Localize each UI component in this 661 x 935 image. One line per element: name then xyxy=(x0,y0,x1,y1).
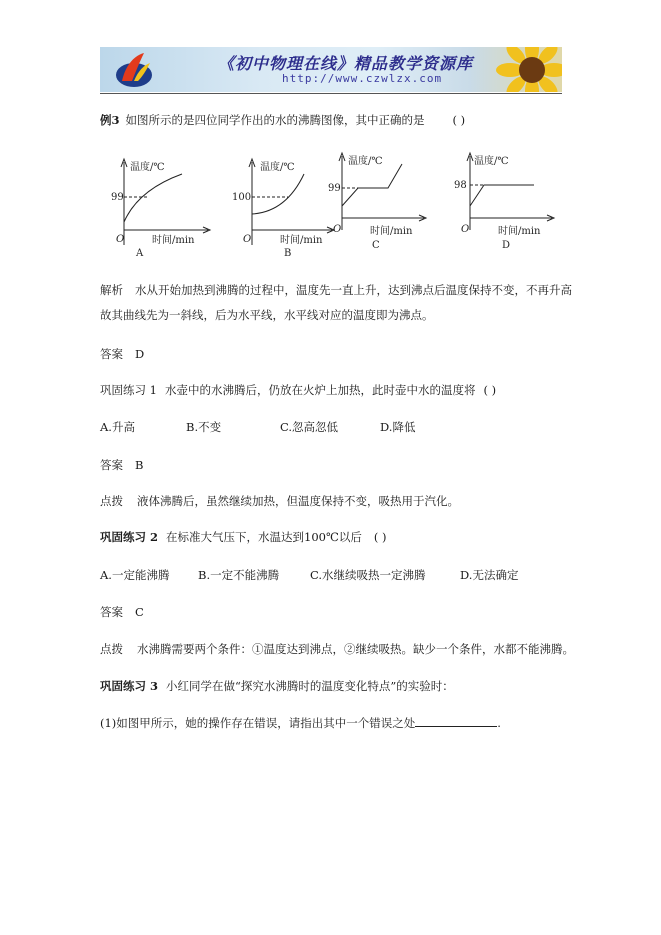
tip-2 xyxy=(100,641,574,657)
practice-2-options xyxy=(100,567,518,583)
chart-b-origin: O xyxy=(243,234,252,245)
option-a: A.升高 xyxy=(100,420,135,434)
chart-a xyxy=(108,150,218,260)
answer-value: D xyxy=(135,347,145,361)
tip-label: 点拨 xyxy=(100,642,123,656)
chart-c-label: C xyxy=(372,240,380,251)
answer-label: 答案 xyxy=(100,347,123,361)
chart-b-label: B xyxy=(284,248,292,259)
answer-blank xyxy=(415,716,497,727)
answer-row-2 xyxy=(100,457,143,473)
chart-d-label: D xyxy=(502,240,511,251)
analysis-line-1 xyxy=(100,282,572,298)
answer-paren: ( ) xyxy=(452,113,466,127)
banner-url: http://www.czwlzx.com xyxy=(282,72,443,85)
site-logo-icon xyxy=(114,51,154,89)
practice-1-text: 水壶中的水沸腾后，仍放在火炉上加热，此时壶中水的温度将 xyxy=(164,383,476,397)
chart-a-xlabel: 时间/min xyxy=(152,235,195,246)
option-b: B.一定不能沸腾 xyxy=(198,568,280,582)
analysis-label: 解析 xyxy=(100,283,123,297)
chart-b xyxy=(232,150,342,260)
practice-2-text: 在标准大气压下，水温达到100℃以后 xyxy=(166,530,362,544)
option-d: D.无法确定 xyxy=(460,568,519,582)
chart-c-mark: 99 xyxy=(328,183,341,194)
chart-d-xlabel: 时间/min xyxy=(498,226,541,237)
option-c: C.水继续吸热一定沸腾 xyxy=(310,568,426,582)
practice-1-question xyxy=(100,382,496,398)
example-label: 例3 xyxy=(100,113,120,127)
answer-label: 答案 xyxy=(100,605,123,619)
practice-2-paren: ( ) xyxy=(373,530,387,544)
chart-a-ylabel: 温度/℃ xyxy=(130,162,165,173)
chart-d-ylabel: 温度/℃ xyxy=(474,156,509,167)
practice-1-label: 巩固练习 1 xyxy=(100,383,157,397)
chart-b-mark: 100 xyxy=(232,192,252,203)
tip-1 xyxy=(100,493,459,509)
example-question-text: 如图所示的是四位同学作出的水的沸腾图像，其中正确的是 xyxy=(125,113,425,127)
chart-d xyxy=(452,150,562,260)
chart-b-xlabel: 时间/min xyxy=(280,235,323,246)
analysis-text-2: 故其曲线先为一斜线，后为水平线，水平线对应的温度即为沸点。 xyxy=(100,308,434,322)
sub-question-1 xyxy=(100,715,501,731)
option-c: C.忽高忽低 xyxy=(280,420,339,434)
tip-text: 水沸腾需要两个条件：①温度达到沸点，②继续吸热。缺少一个条件，水都不能沸腾。 xyxy=(137,642,574,656)
practice-3-text: 小红同学在做“探究水沸腾时的温度变化特点”的实验时： xyxy=(166,679,454,693)
answer-label: 答案 xyxy=(100,458,123,472)
answer-row-3 xyxy=(100,604,144,620)
chart-d-mark: 98 xyxy=(454,180,467,191)
practice-1-options xyxy=(100,419,415,435)
analysis-text-1: 水从开始加热到沸腾的过程中，温度先一直上升，达到沸点后温度保持不变，不再升高 xyxy=(135,283,572,297)
chart-b-ylabel: 温度/℃ xyxy=(260,162,295,173)
chart-a-origin: O xyxy=(116,234,125,245)
practice-3-label: 巩固练习 3 xyxy=(100,679,159,693)
answer-row-1 xyxy=(100,346,144,362)
practice-2-label: 巩固练习 2 xyxy=(100,530,159,544)
header-banner xyxy=(100,47,562,92)
practice-2-question xyxy=(100,529,386,545)
header-rule xyxy=(100,93,562,94)
sub-question-1-end: . xyxy=(497,716,501,730)
example-3-question xyxy=(100,112,465,128)
chart-c xyxy=(328,150,438,260)
chart-c-xlabel: 时间/min xyxy=(370,226,413,237)
answer-value: C xyxy=(135,605,144,619)
banner-title: 《初中物理在线》精品教学资源库 xyxy=(218,54,474,73)
practice-1-paren: ( ) xyxy=(483,383,497,397)
chart-c-origin: O xyxy=(333,224,342,235)
sunflower-icon xyxy=(492,47,562,92)
option-b: B.不变 xyxy=(186,420,222,434)
sub-question-1-text: (1)如图甲所示，她的操作存在错误，请指出其中一个错误之处 xyxy=(100,716,416,730)
chart-c-ylabel: 温度/℃ xyxy=(348,156,383,167)
option-d: D.降低 xyxy=(380,420,416,434)
chart-d-origin: O xyxy=(461,224,470,235)
chart-a-mark: 99 xyxy=(111,192,124,203)
tip-text: 液体沸腾后，虽然继续加热，但温度保持不变，吸热用于汽化。 xyxy=(137,494,459,508)
answer-value: B xyxy=(135,458,144,472)
option-a: A.一定能沸腾 xyxy=(100,568,170,582)
tip-label: 点拨 xyxy=(100,494,123,508)
practice-3-question xyxy=(100,678,454,694)
chart-a-label: A xyxy=(136,248,144,259)
